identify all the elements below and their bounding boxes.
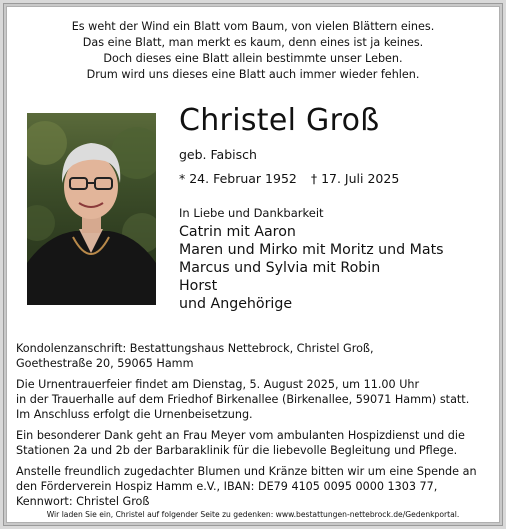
poem-line: Es weht der Wind ein Blatt vom Baum, von vielen Blättern eines.	[71, 20, 435, 33]
text-line: Stationen 2a und 2b der Barbaraklinik für die liebevolle Begleitung und Pflege.	[16, 444, 458, 457]
mourner-line: und Angehörige	[179, 296, 293, 312]
condolence-address	[16, 341, 491, 371]
notice-frame	[3, 3, 503, 526]
text-line: Kondolenzanschrift: Bestattungshaus Nettebrock, Christel Groß,	[16, 342, 374, 355]
portrait-illustration	[27, 113, 156, 305]
text-line: den Förderverein Hospiz Hamm e.V., IBAN: DE79 4105 0095 0000 1303 77,	[16, 480, 438, 493]
birth-date: * 24. Februar 1952	[179, 171, 297, 186]
deceased-name: Christel Groß	[179, 103, 380, 138]
death-date: † 17. Juli 2025	[310, 171, 400, 186]
ceremony-info	[16, 377, 491, 422]
notice-body	[16, 341, 491, 515]
donation-request	[16, 464, 491, 509]
text-line: Anstelle freundlich zugedachter Blumen und Kränze bitten wir um eine Spende an	[16, 465, 477, 478]
mourner-line: Horst	[179, 278, 218, 294]
life-dates	[179, 171, 413, 186]
mourners-list	[179, 223, 444, 313]
obituary-card	[6, 6, 500, 523]
text-line: Kennwort: Christel Groß	[16, 495, 150, 508]
poem-line: Das eine Blatt, man merkt es kaum, denn eines ist ja keines.	[82, 36, 424, 49]
special-thanks	[16, 428, 491, 458]
text-line: Ein besonderer Dank geht an Frau Meyer vom ambulanten Hospizdienst und die	[16, 429, 465, 442]
memorial-portal-footer: Wir laden Sie ein, Christel auf folgender Seite zu gedenken: www.bestattungen-nettebrock.de/Gedenkportal.	[46, 510, 460, 519]
mourner-line: Maren und Mirko mit Moritz und Mats	[179, 242, 444, 258]
text-line: Die Urnentrauerfeier findet am Dienstag, 5. August 2025, um 11.00 Uhr	[16, 378, 420, 391]
portrait-photo	[27, 113, 156, 305]
maiden-name: geb. Fabisch	[179, 147, 257, 162]
mourner-line: Marcus und Sylvia mit Robin	[179, 260, 381, 276]
poem-line: Doch dieses eine Blatt allein bestimmte unser Leben.	[103, 52, 403, 65]
mourner-line: Catrin mit Aaron	[179, 224, 296, 240]
text-line: Goethestraße 20, 59065 Hamm	[16, 357, 194, 370]
poem-line: Drum wird uns dieses eine Blatt auch immer wieder fehlen.	[86, 68, 420, 81]
thanks-heading: In Liebe und Dankbarkeit	[179, 206, 324, 220]
poem	[7, 19, 499, 83]
text-line: in der Trauerhalle auf dem Friedhof Birkenallee (Birkenallee, 59071 Hamm) statt.	[16, 393, 470, 406]
text-line: Im Anschluss erfolgt die Urnenbeisetzung.	[16, 408, 253, 421]
